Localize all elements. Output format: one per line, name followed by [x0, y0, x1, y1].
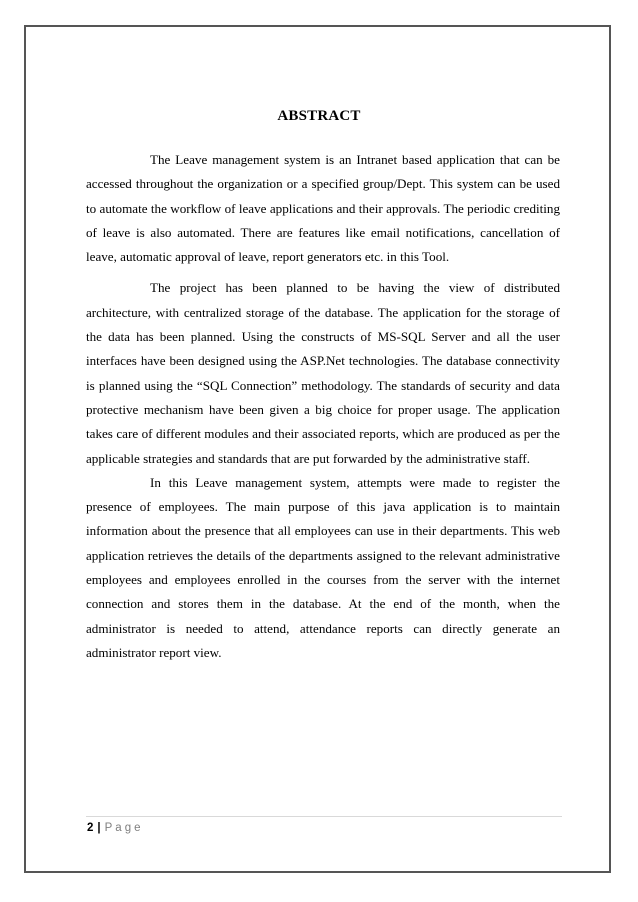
- document-body: [86, 148, 560, 665]
- page-label: Page: [104, 822, 144, 834]
- paragraph-3: In this Leave management system, attempts were made to register the presence of employees. The main purpose of this java application is to maintain information about the presence that all employees can use in their departments. This web application retrieves the details of the departments assigned to the relevant administrative employees and employees enrolled in the courses from the server with the internet connection and stores them in the database. At the end of the month, when the administrator is needed to attend, attendance reports can directly generate an administrator report view.: [86, 474, 560, 660]
- document-title: ABSTRACT: [277, 108, 361, 124]
- page-footer: [87, 822, 143, 834]
- paragraph-2: The project has been planned to be having the view of distributed architecture, with centralized storage of the database. The application for the storage of the data has been planned. Using the constructs of MS-SQL Server and all the user interfaces have been designed using the ASP.Net technologies. The database connectivity is planned using the “SQL Connection” methodology. The standards of security and data protective mechanism have been given a big choice for proper usage. The application takes care of different modules and their associated reports, which are produced as per the applicable strategies and standards that are put forwarded by the administrative staff.: [86, 280, 560, 466]
- footer-divider: [86, 816, 562, 817]
- footer-separator: |: [97, 822, 101, 834]
- paragraph-1: The Leave management system is an Intranet based application that can be accessed throughout the organization or a specified group/Dept. This system can be used to automate the workflow of leave applications and their approvals. The periodic crediting of leave is also automated. There are features like email notifications, cancellation of leave, automatic approval of leave, report generators etc. in this Tool.: [86, 152, 560, 265]
- page-number: 2: [87, 822, 94, 834]
